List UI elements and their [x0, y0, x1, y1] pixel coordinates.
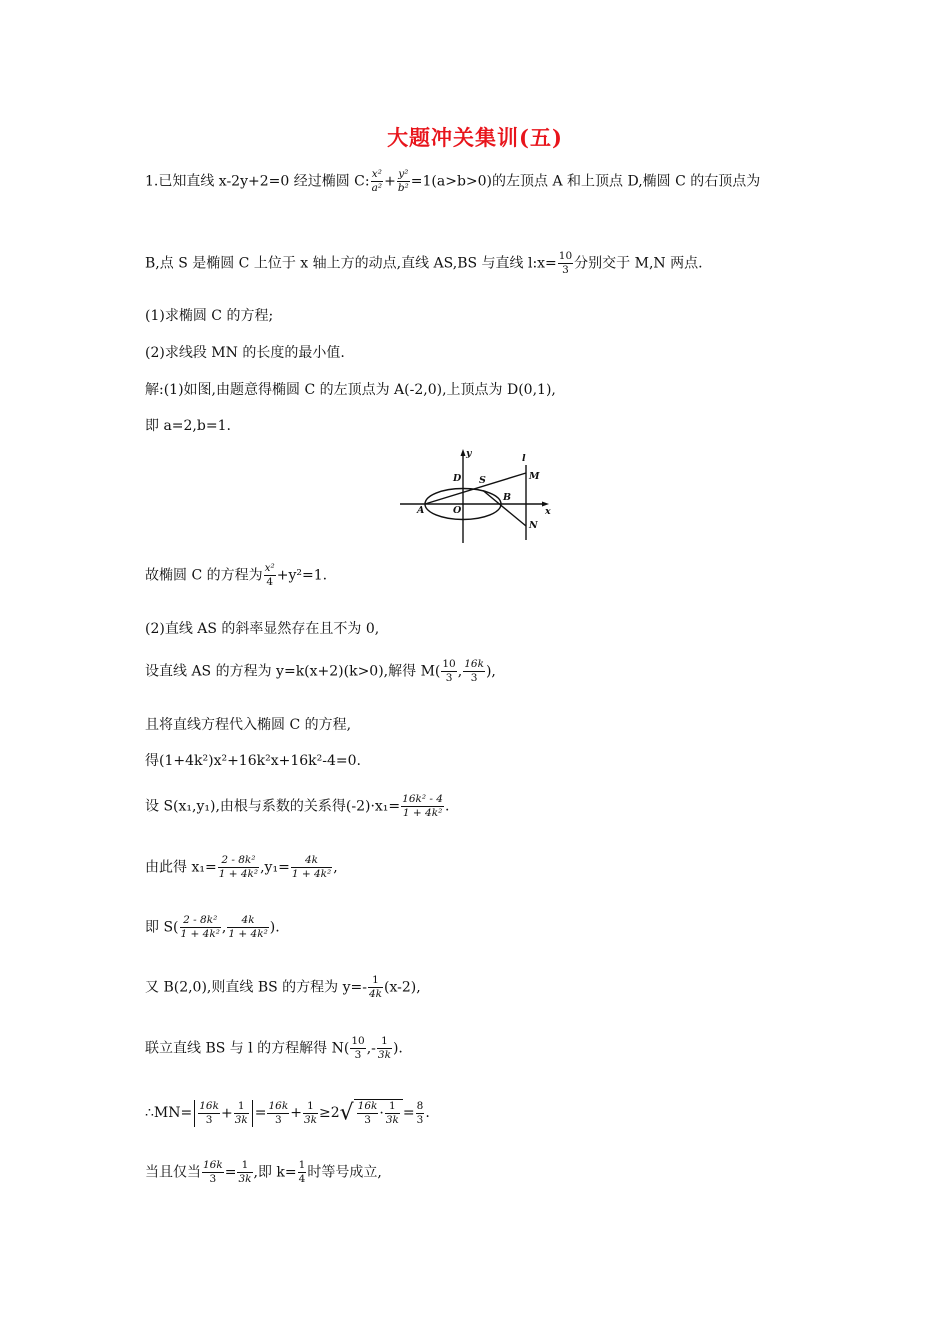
label-l: l [522, 453, 526, 464]
question-stem-line-1: 1.已知直线 x-2y+2=0 经过椭圆 C: $\frac{\text{x²}}{\text{a²}}$ + $\frac{\text{y²}}{\text{b²}}$ =1(a>b>0)的左顶点 A 和上顶点 D,椭圆 C 的右顶点为 [145, 168, 761, 194]
fraction-16k-3: $\frac{16k}{3}$ [464, 658, 484, 684]
absolute-value: $\frac{16k}{3}$ + $\frac{1}{3k}$ [194, 1100, 253, 1127]
fraction-1-3k: $\frac{1}{3k}$ [238, 1159, 252, 1185]
solution-line-12: 联立直线 BS 与 l 的方程解得 N( $\frac{10}{3}$ ,- $\frac{1}{3k}$ ). [145, 1035, 403, 1061]
fraction-16k-3: $\frac{16k}{3}$ [357, 1100, 378, 1126]
fraction-10-3: $\frac{10}{3}$ [351, 1035, 365, 1061]
fraction-16k-3: $\frac{16k}{3}$ [203, 1159, 223, 1185]
question-part-1: (1)求椭圆 C 的方程; [145, 308, 274, 324]
fraction-10-3: $\frac{10}{3}$ [558, 250, 573, 276]
fraction-1-3k: $\frac{1}{3k}$ [303, 1099, 317, 1126]
fraction-sx: $\frac{\text{2 - 8k²}}{\text{1 + 4k²}}$ [180, 914, 220, 940]
stem-text-b: =1(a>b>0)的左顶点 A 和上顶点 D,椭圆 C 的右顶点为 [410, 173, 761, 190]
solution-line-11: 又 B(2,0),则直线 BS 的方程为 y=- $\frac{1}{4k}$ (x-2), [145, 974, 421, 1000]
fraction-y1: $\frac{4k}{\text{1 + 4k²}}$ [291, 854, 332, 880]
y-axis-arrow [461, 449, 466, 456]
solution-line-9: 由此得 x₁= $\frac{\text{2 - 8k²}}{\text{1 + 4k²}}$ ,y₁= $\frac{4k}{\text{1 + 4k²}}$ , [145, 854, 338, 880]
label-n: N [529, 520, 538, 531]
fraction-1-4: $\frac{1}{4}$ [298, 1159, 306, 1185]
fraction-1-3k: $\frac{1}{3k}$ [377, 1035, 391, 1061]
solution-line-1: 解:(1)如图,由题意得椭圆 C 的左顶点为 A(-2,0),上顶点为 D(0,1), [145, 382, 556, 398]
stem-text-d: 分别交于 M,N 两点. [574, 255, 703, 272]
label-d: D [453, 473, 462, 484]
fraction-x2-4: $\frac{\text{x²}}{4}$ [264, 562, 275, 588]
fraction-1-4k: $\frac{1}{4k}$ [368, 974, 383, 1000]
fraction-1-3k: $\frac{1}{3k}$ [385, 1100, 399, 1126]
solution-line-13: ∴MN= $\frac{16k}{3}$ + $\frac{1}{3k}$ = $\frac{16k}{3}$ + $\frac{1}{3k}$ ≥2√ $\frac{16k}{3}$ · $\frac{1}{3k}$ = $\frac{8}{3}$ . [145, 1099, 430, 1126]
fraction-root-product: $\frac{\text{16k² - 4}}{\text{1 + 4k²}}$ [402, 793, 443, 819]
solution-line-6: 且将直线方程代入椭圆 C 的方程, [145, 717, 352, 733]
label-y: y [466, 448, 472, 459]
stem-text-c: B,点 S 是椭圆 C 上位于 x 轴上方的动点,直线 AS,BS 与直线 l:x= [145, 255, 557, 272]
solution-line-8: 设 S(x₁,y₁),由根与系数的关系得(-2)·x₁= $\frac{\text{16k² - 4}}{\text{1 + 4k²}}$ . [145, 793, 450, 819]
fraction-sy: $\frac{4k}{\text{1 + 4k²}}$ [228, 914, 268, 940]
label-a: A [417, 505, 425, 516]
label-s: S [479, 475, 486, 486]
question-part-2: (2)求线段 MN 的长度的最小值. [145, 345, 345, 361]
solution-line-4: (2)直线 AS 的斜率显然存在且不为 0, [145, 621, 380, 637]
fraction-x2-a2: $\frac{\text{x²}}{\text{a²}}$ [371, 168, 383, 194]
fraction-10-3: $\frac{10}{3}$ [442, 658, 456, 684]
ellipse-figure [395, 448, 560, 548]
fraction-x1: $\frac{\text{2 - 8k²}}{\text{1 + 4k²}}$ [218, 854, 259, 880]
label-b: B [503, 492, 512, 503]
label-m: M [529, 471, 540, 482]
label-x: x [545, 506, 551, 517]
label-o: O [453, 505, 462, 516]
page-title: 大题冲关集训(五) [387, 125, 563, 150]
solution-line-5: 设直线 AS 的方程为 y=k(x+2)(k>0),解得 M( $\frac{10}{3}$ , $\frac{16k}{3}$ ), [145, 658, 496, 684]
fraction-16k-3: $\frac{16k}{3}$ [268, 1099, 289, 1126]
square-root: √ $\frac{16k}{3}$ · $\frac{1}{3k}$ [340, 1099, 403, 1127]
fraction-1-3k: $\frac{1}{3k}$ [234, 1099, 248, 1126]
fraction-y2-b2: $\frac{\text{y²}}{\text{b²}}$ [397, 168, 409, 194]
solution-line-3: 故椭圆 C 的方程为 $\frac{\text{x²}}{4}$ +y²=1. [145, 562, 328, 588]
fraction-16k-3: $\frac{16k}{3}$ [199, 1099, 219, 1126]
stem-text-a: 1.已知直线 x-2y+2=0 经过椭圆 C: [145, 173, 370, 190]
question-stem-line-2 [145, 250, 703, 277]
solution-line-7: 得(1+4k²)x²+16k²x+16k²-4=0. [145, 753, 361, 769]
solution-line-2: 即 a=2,b=1. [145, 418, 231, 434]
solution-line-10: 即 S( $\frac{\text{2 - 8k²}}{\text{1 + 4k²}}$ , $\frac{4k}{\text{1 + 4k²}}$ ). [145, 914, 280, 940]
solution-line-14: 当且仅当 $\frac{16k}{3}$ = $\frac{1}{3k}$ ,即 k= $\frac{1}{4}$ 时等号成立, [145, 1159, 382, 1185]
fraction-8-3: $\frac{8}{3}$ [416, 1099, 424, 1126]
